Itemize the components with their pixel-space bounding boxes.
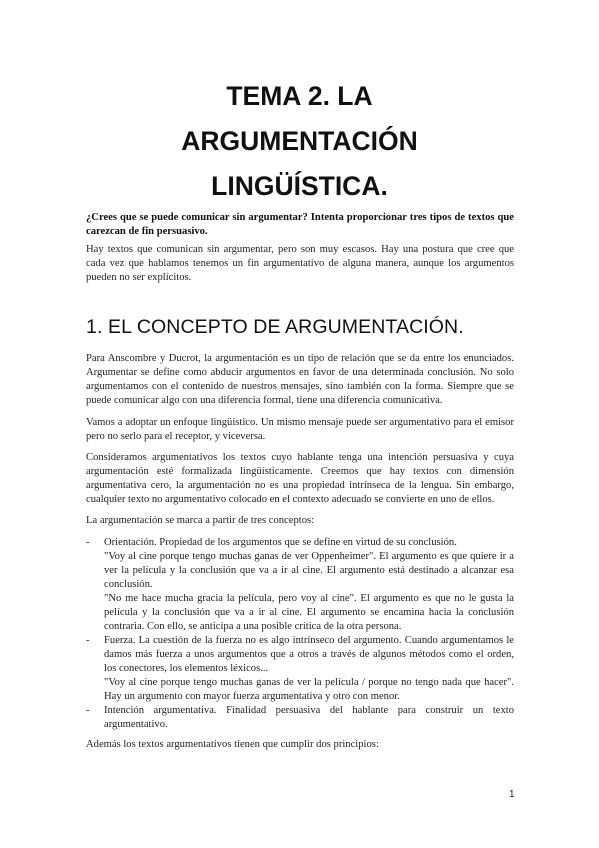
- section-heading: 1. EL CONCEPTO DE ARGUMENTACIÓN.: [86, 316, 464, 338]
- list-item-text: Intención argumentativa. Finalidad persuasiva del hablante para construir un texto argumentativo.: [104, 705, 514, 730]
- list-item-text: "Voy al cine porque tengo muchas ganas de ver Oppenheimer". El argumento es que quiere ir a ver la película y la conclusión que va a ir al cine. El argumento está destinado a alcanzar esa conclusión.: [104, 551, 514, 590]
- paragraph-1: Para Anscombre y Ducrot, la argumentación es un tipo de relación que se da entre los enunciados. Argumentar se define como abducir argumentos en favor de una determinada conclusión. No solo argumentamos con el contenido de nuestros mensajes, sino también con la forma. Siempre que se puede comunicar algo con una diferencia formal, tiene una diferencia comunicativa.: [86, 353, 514, 406]
- list-item-text: "No me hace mucha gracia la película, pero voy al cine". El argumento es que no le gusta la película y la conclusión que va a ir al cine. El argumento se encamina hacia la conclusión contraria. Con ello, se anticipa a una posible crítica de la otra persona.: [104, 593, 514, 632]
- title-line-2: ARGUMENTACIÓN: [181, 126, 418, 156]
- concepts-list: [86, 536, 514, 732]
- question-paragraph: ¿Crees que se puede comunicar sin argumentar? Intenta proporcionar tres tipos de textos que carezcan de fin persuasivo.: [86, 212, 514, 237]
- paragraph-4: La argumentación se marca a partir de tres conceptos:: [86, 515, 315, 526]
- list-item-text: Orientación. Propiedad de los argumentos que se define en virtud de su conclusión.: [104, 537, 457, 548]
- list-bullet: -: [86, 537, 90, 548]
- list-item-intencion: [86, 704, 514, 732]
- list-item-text: Fuerza. La cuestión de la fuerza no es algo intrínseco del argumento. Cuando argumentamos le damos más fuerza a unos argumentos que a otros a través de algunos métodos como el orden, los conectores, los elementos léxicos...: [104, 635, 514, 674]
- list-bullet: -: [86, 705, 90, 716]
- list-item-orientacion: [86, 536, 514, 634]
- title-line-3: LINGÜÍSTICA.: [211, 171, 388, 201]
- list-bullet: -: [86, 635, 90, 646]
- paragraph-5: Además los textos argumentativos tienen que cumplir dos principios:: [86, 739, 379, 750]
- paragraph-3: Consideramos argumentativos los textos cuyo hablante tenga una intención persuasiva y cuya argumentación esté formalizada lingüísticamente. Creemos que hay textos con dimensión argumentativa cero, la argumentación no es una propiedad intrínseca de la lengua. Sin embargo, cualquier texto no argumentativo colocado en el contexto adecuado se convierte en uno de ellos.: [86, 452, 514, 505]
- title-line-1: TEMA 2. LA: [226, 81, 373, 111]
- page-number: 1: [509, 789, 515, 800]
- answer-paragraph: Hay textos que comunican sin argumentar, pero son muy escasos. Hay una postura que cree que cada vez que hablamos tenemos un fin argumentativo de alguna manera, aunque los argumentos pueden no ser explícitos.: [86, 244, 514, 283]
- list-item-text: "Voy al cine porque tengo muchas ganas de ver la película / porque no tengo nada que hacer". Hay un argumento con mayor fuerza argumentativa y otro con menor.: [104, 677, 514, 702]
- list-item-fuerza: [86, 634, 514, 704]
- paragraph-2: Vamos a adoptar un enfoque lingüístico. Un mismo mensaje puede ser argumentativo para el emisor pero no serlo para el receptor, y viceversa.: [86, 417, 514, 442]
- page-title: [60, 74, 539, 209]
